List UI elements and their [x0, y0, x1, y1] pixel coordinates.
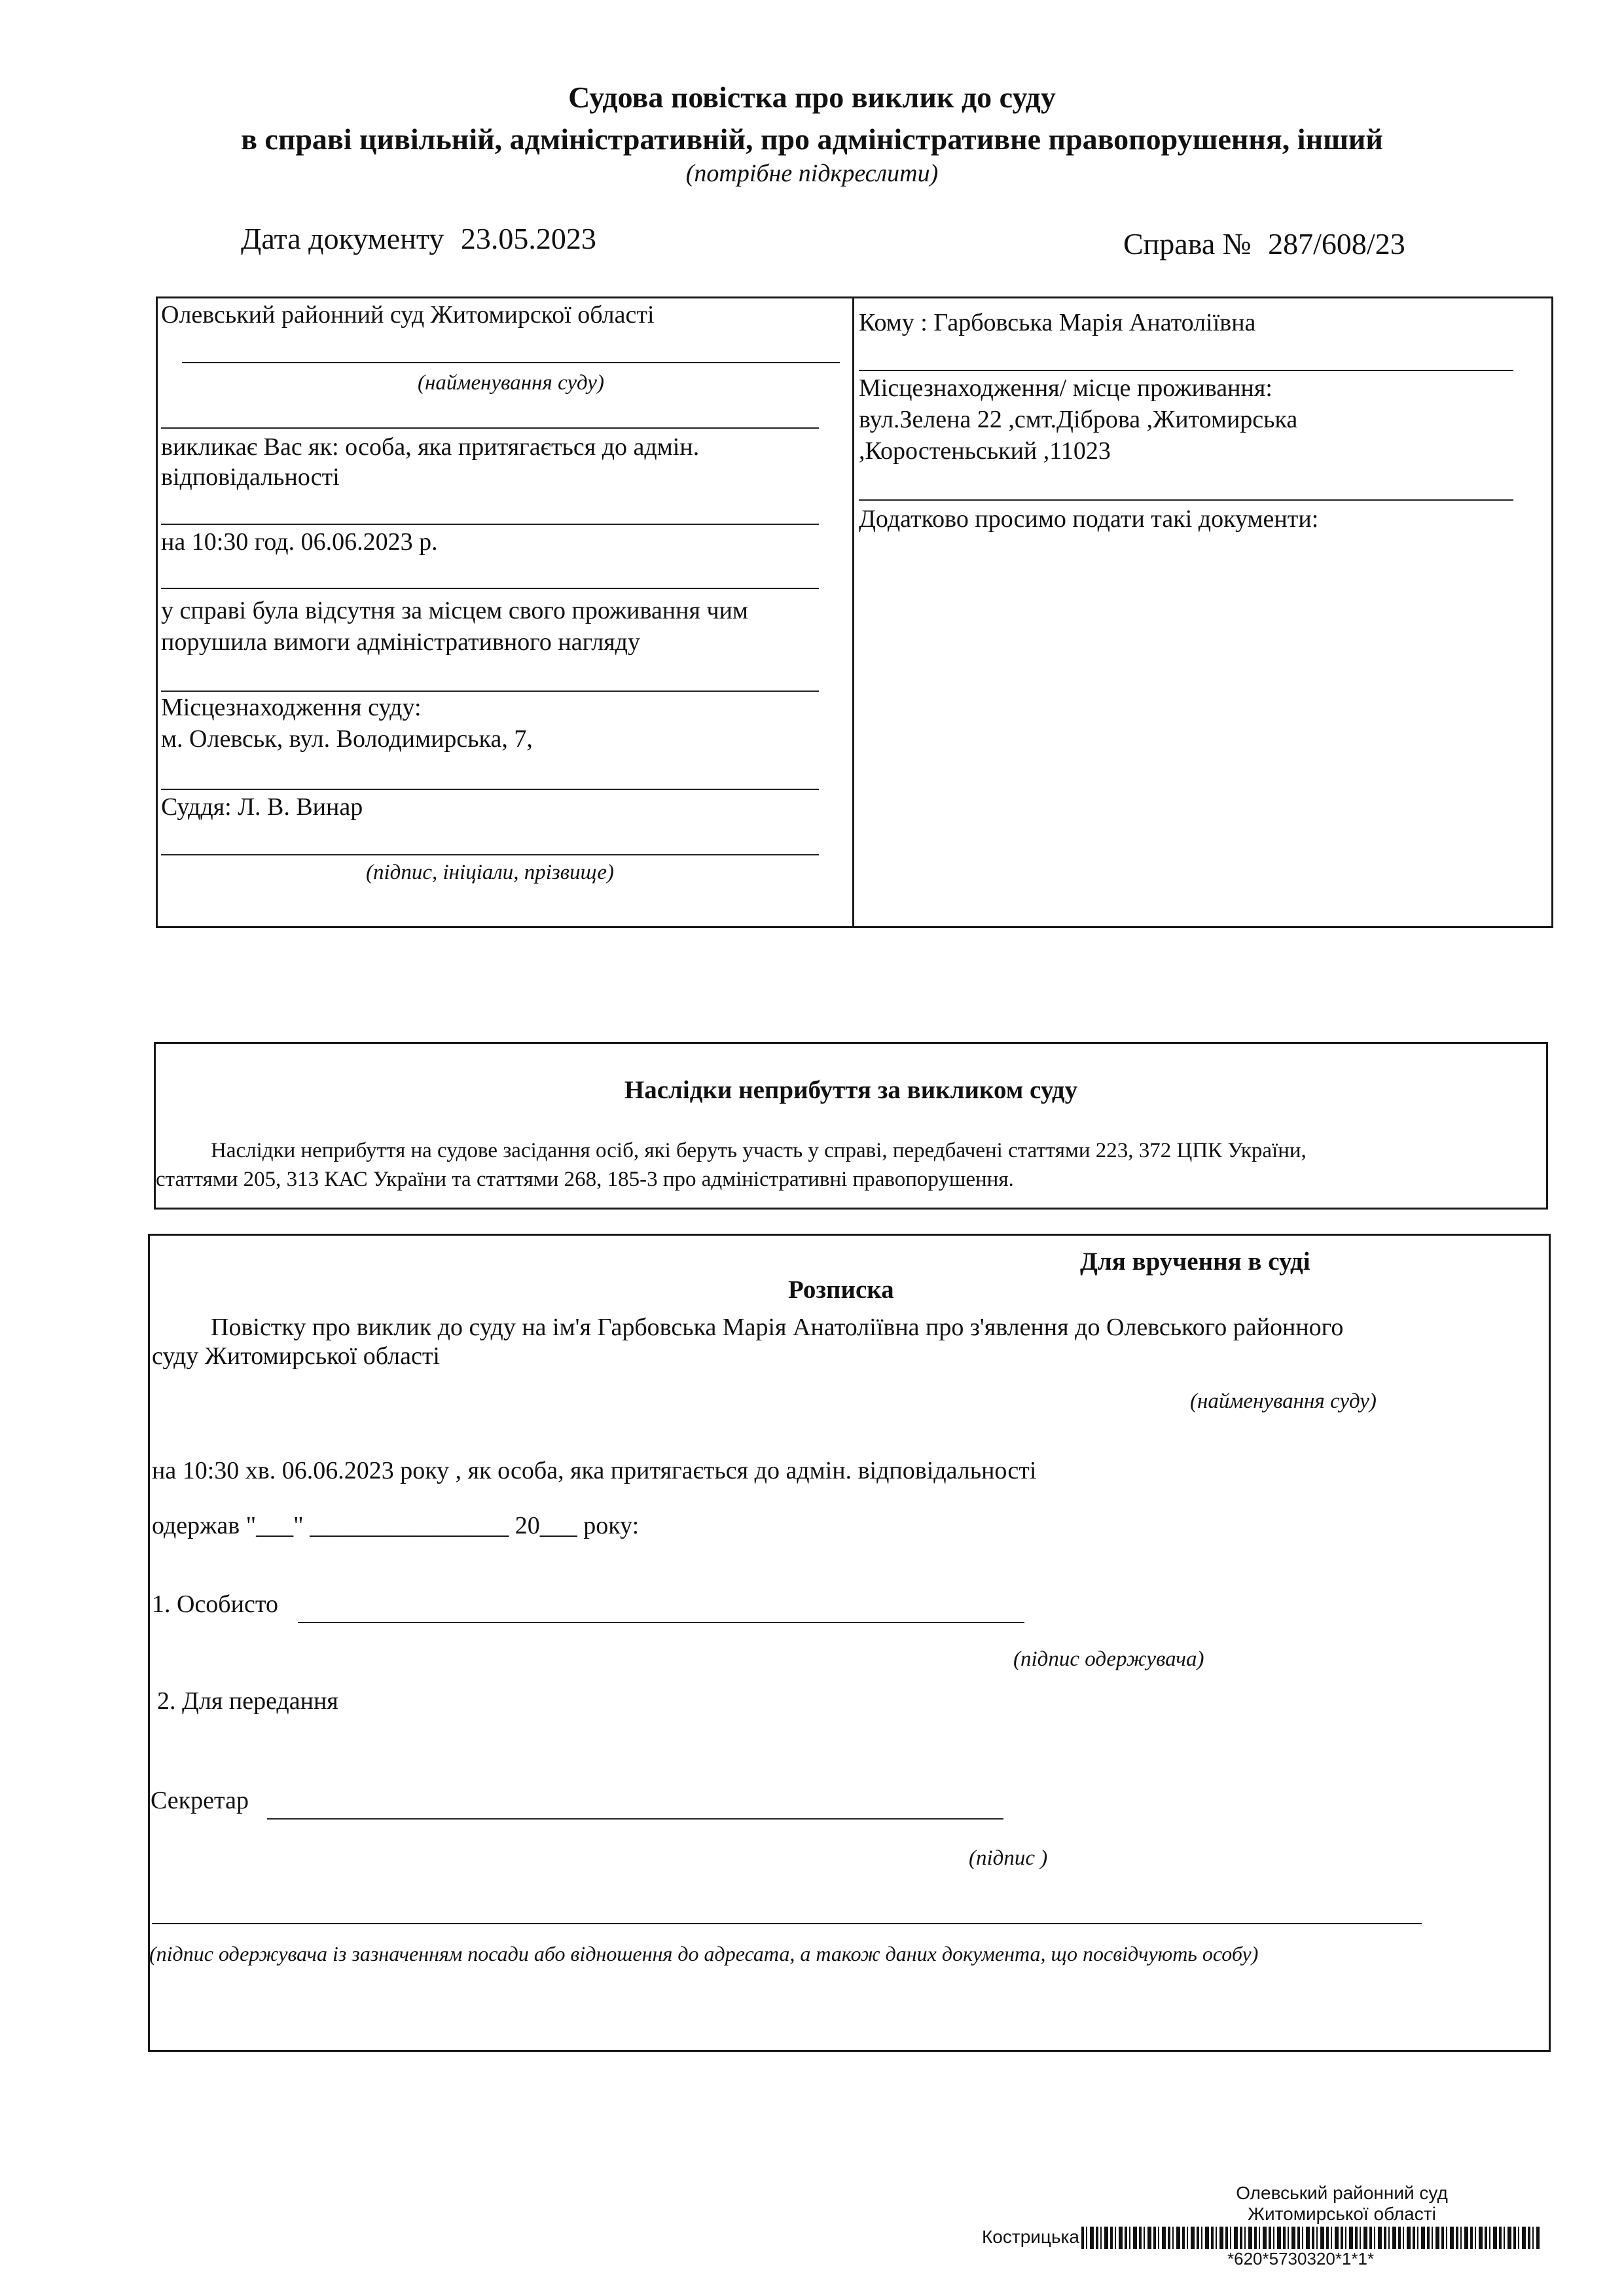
secretary-signature-line — [267, 1818, 1003, 1820]
title-line-2: в справі цивільній, адміністративній, про адміністративне правопорушення, інший — [241, 122, 1383, 156]
address-line — [859, 499, 1513, 501]
consequences-text-1: Наслідки неприбуття на судове засідання осіб, які беруть участь у справі, передбачені статтями 223, 372 ЦПК України, — [211, 1139, 1307, 1162]
for-court-label: Для вручення в суді — [1080, 1247, 1310, 1276]
judge-line — [161, 854, 819, 855]
title-line-1: Судова повістка про виклик до суду — [568, 81, 1056, 114]
receipt-time: на 10:30 хв. 06.06.2023 року , як особа, яка притягається до адмін. відповідальності — [152, 1457, 1037, 1484]
item-personal-caption: (підпис одержувача) — [1013, 1647, 1204, 1671]
received-date: одержав "___" ________________ 20___ року: — [152, 1512, 640, 1539]
court-location-line — [161, 789, 819, 790]
hearing-time: на 10:30 год. 06.06.2023 р. — [161, 528, 438, 556]
court-name-line — [182, 362, 840, 363]
docs-request: Додатково просимо подати такі документи: — [859, 505, 1319, 533]
judge: Суддя: Л. В. Винар — [161, 793, 363, 821]
address-line-2: ,Коростеньський ,11023 — [859, 437, 1111, 465]
barcode — [1081, 2227, 1540, 2249]
item-personal-signature-line — [298, 1622, 1024, 1623]
court-location-value: м. Олевськ, вул. Володимирська, 7, — [161, 725, 533, 753]
court-name-caption: (найменування суду) — [418, 371, 604, 395]
recipient: Кому : Гарбовська Марія Анатоліївна — [859, 309, 1256, 336]
receipt-line-2: суду Житомирської області — [152, 1342, 440, 1370]
recipient-line — [859, 370, 1513, 371]
stamp-court-line-1: Олевський районний суд — [1236, 2183, 1448, 2203]
address-label: Місцезнаходження/ місце проживання: — [859, 374, 1272, 402]
summons-as: викликає Вас як: особа, яка притягається до адмін. — [161, 433, 700, 461]
summons-as-cont: відповідальності — [161, 463, 340, 491]
doc-date-value: 23.05.2023 — [460, 222, 596, 255]
footer-signature-line — [152, 1923, 1422, 1924]
court-caption-line — [161, 427, 819, 429]
court-name: Олевський районний суд Житомирскої області — [161, 301, 655, 329]
case-number — [1123, 226, 1405, 262]
doc-date — [241, 221, 596, 257]
case-label: Справа № — [1123, 227, 1252, 260]
doc-date-label: Дата документу — [241, 222, 444, 255]
consequences-title: Наслідки неприбуття за викликом суду — [624, 1076, 1078, 1104]
secretary-caption: (підпис ) — [969, 1846, 1048, 1870]
item-transfer: 2. Для передання — [157, 1687, 338, 1715]
address-line-1: вул.Зелена 22 ,смт.Діброва ,Житомирська — [859, 406, 1298, 433]
consequences-text-2: статтями 205, 313 КАС України та статтями 268, 185-3 про адміністративні правопорушення. — [156, 1168, 1014, 1191]
clerk-name: Кострицька — [982, 2227, 1079, 2247]
receipt-title: Розписка — [788, 1276, 894, 1304]
receipt-line-1: Повістку про виклик до суду на ім'я Гарбовська Марія Анатоліївна про з'явлення до Олевського районного — [211, 1314, 1344, 1341]
footer-caption: (підпис одержувача із зазначенням посади або відношення до адресата, а також даних документа, що посвідчують особу) — [149, 1942, 1259, 1965]
summons-divider — [852, 296, 854, 928]
court-location-label: Місцезнаходження суду: — [161, 694, 422, 721]
barcode-code: *620*5730320*1*1* — [1227, 2249, 1375, 2269]
stamp-court-line-2: Житомирської області — [1248, 2204, 1436, 2224]
hearing-time-line — [161, 588, 819, 589]
case-description-2: порушила вимоги адміністративного нагляду — [161, 628, 641, 656]
case-description-1: у справі була відсутня за місцем свого проживання чим — [161, 597, 748, 624]
secretary-label: Секретар — [151, 1787, 249, 1814]
receipt-court-caption: (найменування суду) — [1190, 1390, 1377, 1413]
item-personal: 1. Особисто — [152, 1590, 278, 1618]
title-note: (потрібне підкреслити) — [685, 160, 939, 187]
summons-as-line — [161, 524, 819, 525]
judge-caption: (підпис, ініціали, прізвище) — [365, 861, 614, 884]
case-value: 287/608/23 — [1268, 227, 1405, 260]
case-description-line — [161, 691, 819, 692]
